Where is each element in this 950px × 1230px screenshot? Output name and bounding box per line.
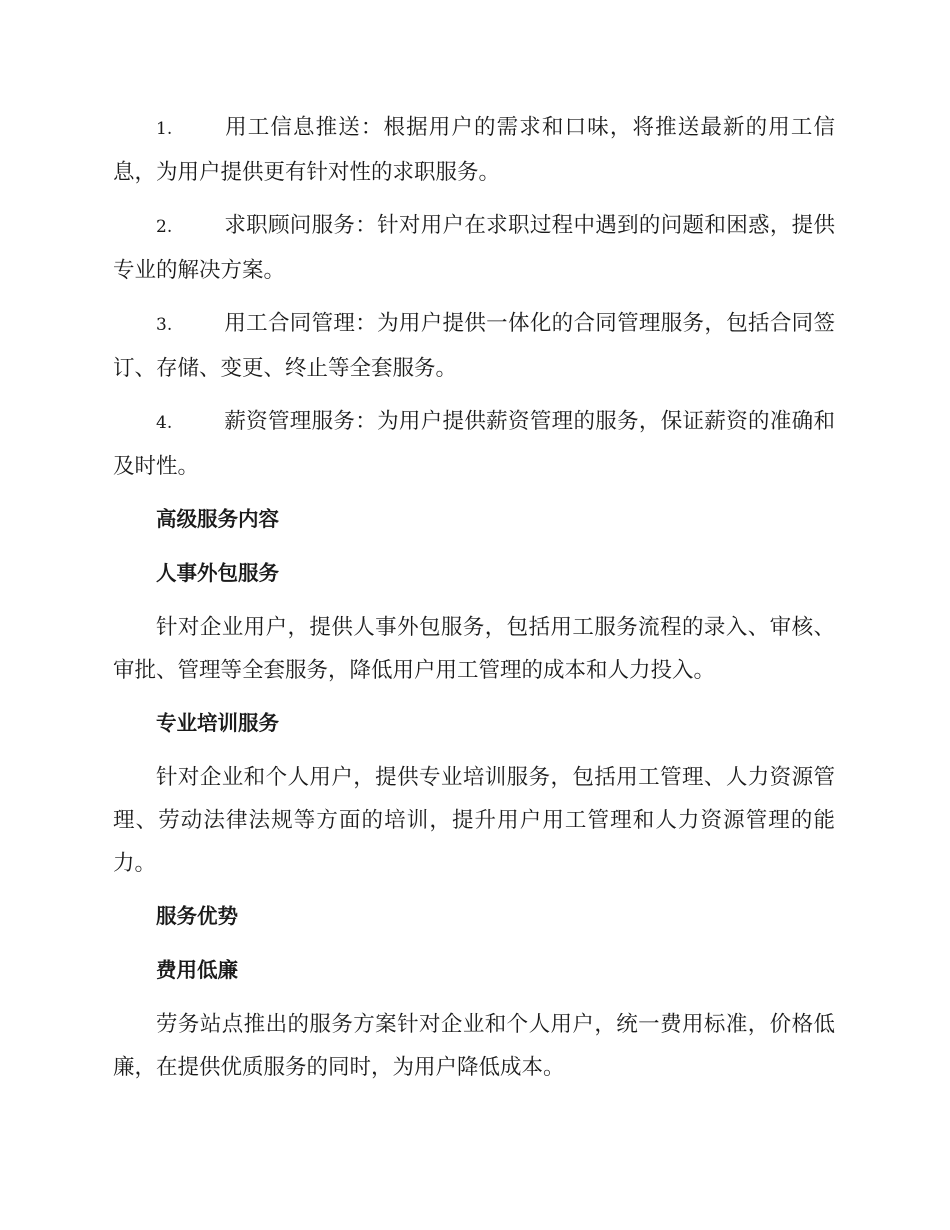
list-item-text: 薪资管理服务：为用户提供薪资管理的服务，保证薪资的准确和及时性。: [113, 409, 835, 479]
section-heading-advanced: 高级服务内容: [156, 507, 279, 531]
section-heading-advantages: 服务优势: [156, 904, 238, 928]
subheading-training: 专业培训服务: [156, 711, 279, 735]
paragraph-hr-outsourcing: 针对企业用户，提供人事外包服务，包括用工服务流程的录入、审核、审批、管理等全套服务，降低用户用工管理的成本和人力投入。: [113, 615, 835, 683]
subheading-hr-outsourcing: 人事外包服务: [156, 561, 279, 585]
list-item-text: 用工合同管理：为用户提供一体化的合同管理服务，包括合同签订、存储、变更、终止等全套服务。: [113, 311, 835, 381]
list-item: [113, 106, 835, 194]
list-number: 1.: [156, 119, 173, 139]
list-item-text: 用工信息推送：根据用户的需求和口味，将推送最新的用工信息，为用户提供更有针对性的求职服务。: [113, 115, 835, 185]
list-number: 4.: [156, 413, 173, 433]
list-number: 3.: [156, 315, 173, 335]
paragraph-low-cost: 劳务站点推出的服务方案针对企业和个人用户，统一费用标准，价格低廉，在提供优质服务的同时，为用户降低成本。: [113, 1012, 835, 1080]
document-page: [113, 106, 835, 1099]
list-item: [113, 204, 835, 292]
list-item: [113, 400, 835, 488]
list-number: 2.: [156, 217, 173, 237]
list-item: [113, 302, 835, 390]
subheading-low-cost: 费用低廉: [156, 958, 238, 982]
paragraph-training: 针对企业和个人用户，提供专业培训服务，包括用工管理、人力资源管理、劳动法律法规等方面的培训，提升用户用工管理和人力资源管理的能力。: [113, 765, 835, 876]
list-item-text: 求职顾问服务：针对用户在求职过程中遇到的问题和困惑，提供专业的解决方案。: [113, 213, 835, 283]
